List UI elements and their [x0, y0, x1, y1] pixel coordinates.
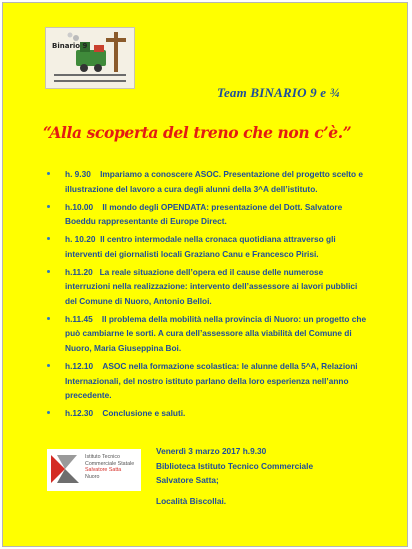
bullet-icon: [47, 270, 50, 273]
train-logo-icon: [46, 28, 134, 88]
program-text: ASOC nella formazione scolastica: le alunne della 5^A, Relazioni Internazionali, del nostro istituto parlano della loro esperienza nell’anno precedente.: [65, 361, 358, 401]
program-text: Impariamo a conoscere ASOC. Presentazione del progetto scelto e illustrazione del lavoro a cura degli alunni della 3^A dell’istituto.: [65, 169, 364, 194]
school-logo-line: Istituto Tecnico: [85, 454, 120, 460]
program-text: Il centro intermodale nella cronaca quotidiana attraverso gli interventi dei giornalisti locali Graziano Canu e Francesco Pirisi.: [65, 234, 336, 259]
program-time: h.10.00: [65, 201, 94, 212]
logo-lettering: Binario 9: [52, 42, 88, 50]
program-text: La reale situazione dell’opera ed il cause delle numerose interruzioni nella realizzazione: intervento dell’assessore ai lavori pubblici del Comune di Nuoro, Antonio Belloi.: [65, 266, 358, 306]
program-time: h.11.45: [65, 313, 93, 324]
program-item: [47, 167, 367, 196]
event-details: [156, 444, 313, 508]
program-time: h.12.30: [65, 408, 94, 419]
school-emblem-icon: [47, 449, 83, 491]
program-item: [47, 312, 367, 356]
event-date: Venerdì 3 marzo 2017 h.9.30: [156, 446, 267, 456]
program-item: [47, 200, 367, 229]
event-location: Località Biscollai.: [156, 495, 227, 506]
team-name: Team BINARIO 9 e ¾: [217, 85, 340, 100]
program-time: h. 9.30: [65, 169, 91, 179]
program-item: [47, 265, 367, 309]
event-place: Salvatore Satta;: [156, 475, 219, 485]
binario-logo: [45, 27, 135, 89]
flyer-page: [2, 2, 408, 547]
program-text: Il problema della mobilità nella provincia di Nuoro: un progetto che può cambiarne le sorti. A cura dell’assessore alla viabilità del Comune di Nuoro, Maria Giuseppina Boi.: [65, 313, 367, 354]
bullet-icon: [47, 172, 50, 175]
bullet-icon: [47, 205, 50, 208]
school-logo-line: Salvatore Satta: [85, 467, 122, 474]
school-logo-line: Nuoro: [85, 473, 100, 480]
program-text: Conclusione e saluti.: [102, 408, 186, 419]
program-time: h. 10.20: [65, 234, 96, 245]
program-time: h.11.20: [65, 266, 93, 277]
school-logo-line: Commerciale Statale: [85, 460, 135, 467]
event-place: Biblioteca Istituto Tecnico Commerciale: [156, 460, 314, 471]
program-item: [47, 406, 367, 421]
bullet-icon: [47, 317, 50, 320]
program-item: [47, 232, 367, 261]
program-text: Il mondo degli OPENDATA: presentazione del Dott. Salvatore Boeddu rappresentante di Europe Direct.: [65, 201, 343, 227]
program-item: [47, 359, 367, 403]
bullet-icon: [47, 237, 50, 240]
school-logo: [47, 449, 141, 491]
bullet-icon: [47, 411, 50, 414]
program-time: h.12.10: [65, 361, 94, 372]
headline-title: “Alla scoperta del treno che non c’è.”: [43, 123, 352, 142]
school-logo-text: [85, 454, 134, 480]
bullet-icon: [47, 364, 50, 367]
program-list: [47, 167, 367, 424]
